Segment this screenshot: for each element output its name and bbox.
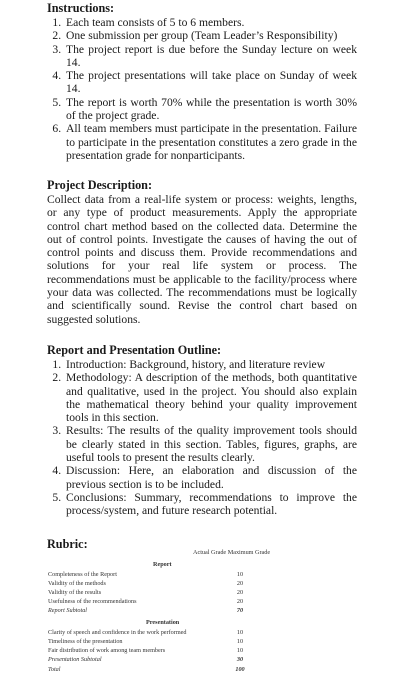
- outline-section: [47, 343, 357, 518]
- rubric-row-label: Validity of the methods: [48, 580, 106, 587]
- outline-item: 2. Methodology: A description of the methods, both quantitative and qualitative, used in the project. You should also explain the mathematical theory behind your quality improvement tools in this section.: [64, 371, 357, 424]
- rubric-row-max: 10: [236, 571, 244, 578]
- outline-list: [47, 358, 357, 518]
- instruction-item: 6. All team members must participate in the presentation. Failure to participate in the presentation constitutes a zero grade in the presentation grade for nonparticipants.: [64, 122, 357, 162]
- rubric-row-max: 20: [236, 598, 244, 605]
- rubric-row-label: Usefulness of the recommendations: [48, 598, 137, 605]
- rubric-row-max: 10: [236, 638, 244, 645]
- rubric-row: [48, 598, 288, 607]
- rubric-total-row: [48, 666, 288, 675]
- rubric-report-subtotal-row: [48, 607, 288, 616]
- instruction-item: 1. Each team consists of 5 to 6 members.: [64, 16, 357, 29]
- rubric-row: [48, 589, 288, 598]
- instruction-item: 5. The report is worth 70% while the presentation is worth 30% of the project grade.: [64, 96, 357, 123]
- rubric-row: [48, 629, 288, 638]
- project-description-text: Collect data from a real-life system or process: weights, lengths, or any type of product measurements. Apply the appropriate control chart method based on the collected data. Determine the out of control points. Investigate the causes of having the out of control points and discuss them. Provide recommendations and solutions for your real life system or process. The recommendations must be applicable to the facility/process where your data was collected. The recommendations must be logically and scientifically sound. Revise the control chart based on suggested solutions.: [47, 193, 357, 326]
- rubric-row-max: 20: [236, 580, 244, 587]
- rubric-row: [48, 638, 288, 647]
- outline-item: 4. Discussion: Here, an elaboration and discussion of the previous section is to be included.: [64, 464, 357, 491]
- rubric-row-max: 70: [236, 607, 244, 614]
- instructions-list: [47, 16, 357, 162]
- rubric-row-max: 30: [236, 656, 244, 663]
- outline-item: 1. Introduction: Background, history, and literature review: [64, 358, 357, 371]
- outline-heading: Report and Presentation Outline:: [47, 343, 222, 357]
- instructions-heading: Instructions:: [47, 1, 115, 15]
- outline-item: 3. Results: The results of the quality improvement tools should be clearly stated in this section. Tables, figures, graphs, are useful tools to present the results clearly.: [64, 424, 357, 464]
- instruction-item: 2. One submission per group (Team Leader’s Responsibility): [64, 29, 357, 42]
- project-description-heading: Project Description:: [47, 178, 153, 192]
- instructions-section: [47, 1, 357, 162]
- rubric-row-label: Fair distribution of work among team members: [48, 647, 166, 654]
- rubric-row-label: Timeliness of the presentation: [48, 638, 123, 645]
- instruction-item: 3. The project report is due before the Sunday lecture on week 14.: [64, 43, 357, 70]
- rubric-row-max: 100: [235, 666, 245, 673]
- rubric-presentation-label: Presentation: [146, 619, 180, 626]
- rubric-row-max: 10: [236, 629, 244, 636]
- rubric-row-max: 10: [236, 647, 244, 654]
- rubric-row: [48, 647, 288, 656]
- rubric-row-label: Clarity of speech and confidence in the work performed: [48, 629, 187, 636]
- rubric-report-label: Report: [153, 561, 172, 568]
- rubric-column-header: Actual Grade Maximum Grade: [193, 549, 271, 556]
- rubric-row-label: Completeness of the Report: [48, 571, 117, 578]
- rubric-presentation-subtotal-row: [48, 656, 288, 665]
- rubric-row-label: Presentation Subtotal: [48, 656, 102, 663]
- outline-item: 5. Conclusions: Summary, recommendations to improve the process/system, and future research potential.: [64, 491, 357, 518]
- rubric-row-label: Validity of the results: [48, 589, 102, 596]
- rubric-row-max: 20: [236, 589, 244, 596]
- rubric-row: [48, 580, 288, 589]
- rubric-row-label: Report Subtotal: [48, 607, 88, 614]
- instruction-item: 4. The project presentations will take place on Sunday of week 14.: [64, 69, 357, 96]
- rubric-row-label: Total: [48, 666, 61, 673]
- rubric-heading: Rubric:: [47, 537, 88, 551]
- rubric-row: [48, 571, 288, 580]
- project-description-section: [47, 178, 357, 326]
